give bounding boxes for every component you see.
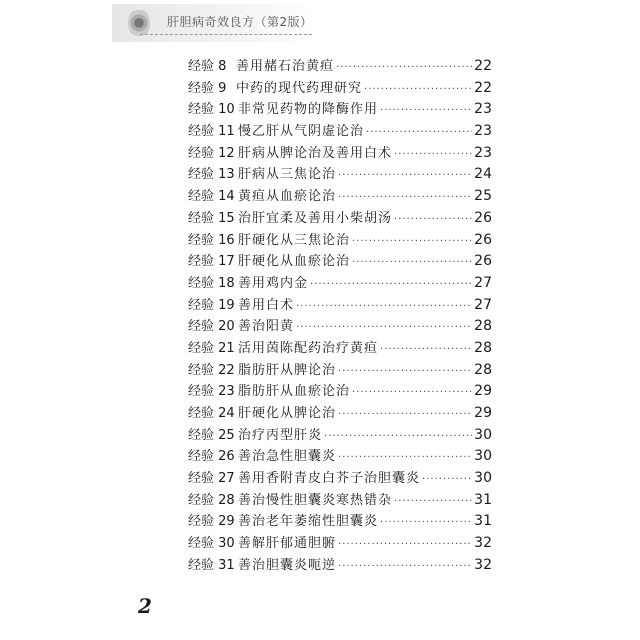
entry-label: 经验 15 <box>188 210 235 226</box>
leader-dots <box>366 122 472 144</box>
entry-label: 经验 16 <box>188 232 235 248</box>
toc-entry[interactable] <box>188 186 492 208</box>
entry-title: 肝病从三焦论治 <box>238 167 337 183</box>
toc-entry[interactable] <box>188 360 492 382</box>
entry-title: 慢乙肝从气阴虚论治 <box>238 124 365 140</box>
entry-page: 26 <box>474 209 492 226</box>
entry-label: 经验 8 <box>188 59 227 74</box>
entry-title: 善用白术 <box>238 297 295 313</box>
leader-dots <box>338 165 472 187</box>
entry-title: 脂肪肝从脾论治 <box>238 362 337 378</box>
toc-entry[interactable] <box>188 533 492 555</box>
entry-label: 经验 14 <box>188 189 235 205</box>
leader-dots <box>380 512 472 534</box>
entry-page: 32 <box>474 556 492 573</box>
entry-page: 28 <box>474 339 492 356</box>
page-number: 2 <box>138 594 152 618</box>
entry-page: 28 <box>474 318 492 335</box>
entry-page: 27 <box>474 296 492 313</box>
entry-label: 经验 17 <box>188 254 235 270</box>
toc-entry[interactable] <box>188 468 492 490</box>
toc-entry[interactable] <box>188 490 492 512</box>
toc-entry[interactable] <box>188 78 492 100</box>
leader-dots <box>422 469 472 491</box>
entry-page: 32 <box>474 535 492 552</box>
entry-title: 中药的现代药理研究 <box>236 80 363 96</box>
entry-page: 26 <box>474 231 492 248</box>
leader-dots <box>352 252 472 274</box>
leader-dots <box>324 426 472 448</box>
entry-title: 黄疸从血瘀论治 <box>238 189 337 205</box>
toc-entry[interactable] <box>188 446 492 468</box>
table-of-contents <box>188 56 492 577</box>
entry-label: 经验 12 <box>188 145 235 161</box>
leader-dots <box>338 404 472 426</box>
entry-page: 24 <box>474 166 492 183</box>
entry-title: 善用香附青皮白芥子治胆囊炎 <box>238 471 421 487</box>
leader-dots <box>338 534 472 556</box>
entry-title: 非常见药物的降酶作用 <box>238 102 379 118</box>
toc-entry[interactable] <box>188 381 492 403</box>
entry-label: 经验 30 <box>188 536 235 552</box>
entry-page: 27 <box>474 274 492 291</box>
entry-label: 经验 29 <box>188 514 235 530</box>
entry-page: 26 <box>474 253 492 270</box>
leader-dots <box>352 382 472 404</box>
entry-title: 善治急性胆囊炎 <box>238 449 337 465</box>
entry-label: 经验 19 <box>188 297 235 313</box>
entry-page: 31 <box>474 491 492 508</box>
entry-label: 经验 23 <box>188 384 235 400</box>
entry-page: 23 <box>474 144 492 161</box>
toc-entry[interactable] <box>188 230 492 252</box>
entry-page: 22 <box>474 79 492 96</box>
entry-title: 善治胆囊炎呃逆 <box>238 557 337 573</box>
entry-page: 30 <box>474 448 492 465</box>
leader-dots <box>296 296 472 318</box>
entry-label: 经验 13 <box>188 167 235 183</box>
entry-page: 28 <box>474 361 492 378</box>
toc-entry[interactable] <box>188 555 492 577</box>
entry-title: 善用赭石治黄疸 <box>236 59 335 74</box>
leader-dots <box>364 79 472 101</box>
entry-page: 25 <box>474 188 492 205</box>
leader-dots <box>310 274 472 296</box>
entry-label: 经验 31 <box>188 557 235 573</box>
toc-entry[interactable] <box>188 295 492 317</box>
entry-title: 善治阳黄 <box>238 319 295 335</box>
leader-dots <box>394 209 472 231</box>
entry-title: 善用鸡内金 <box>238 275 309 291</box>
entry-page: 30 <box>474 426 492 443</box>
entry-label: 经验 9 <box>188 80 227 96</box>
entry-page: 29 <box>474 383 492 400</box>
entry-title: 善治慢性胆囊炎寒热错杂 <box>238 492 393 508</box>
entry-label: 经验 20 <box>188 319 235 335</box>
toc-entry[interactable] <box>188 338 492 360</box>
leader-dots <box>338 187 472 209</box>
entry-title: 治疗丙型肝炎 <box>238 427 323 443</box>
toc-entry[interactable] <box>188 164 492 186</box>
entry-page: 22 <box>474 58 492 74</box>
entry-label: 经验 22 <box>188 362 235 378</box>
entry-title: 善解肝郁通胆腑 <box>238 536 337 552</box>
toc-entry[interactable] <box>188 208 492 230</box>
entry-label: 经验 25 <box>188 427 235 443</box>
leader-dots <box>338 556 472 578</box>
leader-dots <box>352 231 472 253</box>
leader-dots <box>380 100 472 122</box>
entry-title: 肝硬化从三焦论治 <box>238 232 351 248</box>
toc-entry[interactable] <box>188 316 492 338</box>
book-title: 肝胆病奇效良方（第2版） <box>167 15 313 29</box>
toc-entry[interactable] <box>188 143 492 165</box>
toc-entry[interactable] <box>188 273 492 295</box>
entry-label: 经验 18 <box>188 275 235 291</box>
leader-dots <box>338 447 472 469</box>
toc-entry[interactable] <box>188 403 492 425</box>
leader-dots <box>338 361 472 383</box>
leader-dots <box>336 57 472 79</box>
entry-label: 经验 21 <box>188 340 235 356</box>
entry-title: 肝硬化从脾论治 <box>238 406 337 421</box>
header-divider <box>140 34 312 35</box>
entry-page: 29 <box>474 405 492 421</box>
leader-dots <box>380 339 472 361</box>
entry-title: 肝病从脾论治及善用白术 <box>238 145 393 161</box>
entry-label: 经验 24 <box>188 406 235 421</box>
entry-label: 经验 10 <box>188 102 235 118</box>
toc-entry[interactable] <box>188 56 492 78</box>
entry-title: 脂肪肝从血瘀论治 <box>238 384 351 400</box>
entry-page: 23 <box>474 101 492 118</box>
entry-title: 善治老年萎缩性胆囊炎 <box>238 514 379 530</box>
entry-label: 经验 11 <box>188 124 235 140</box>
entry-page: 23 <box>474 123 492 140</box>
leader-dots <box>394 144 472 166</box>
entry-page: 31 <box>474 513 492 530</box>
toc-entry[interactable] <box>188 425 492 447</box>
entry-title: 治肝宜柔及善用小柴胡汤 <box>238 210 393 226</box>
toc-entry[interactable] <box>188 121 492 143</box>
toc-entry[interactable] <box>188 251 492 273</box>
entry-title: 活用茵陈配药治疗黄疸 <box>238 340 379 356</box>
leader-dots <box>296 317 472 339</box>
toc-entry[interactable] <box>188 511 492 533</box>
toc-entry[interactable] <box>188 99 492 121</box>
entry-label: 经验 27 <box>188 471 235 487</box>
entry-title: 肝硬化从血瘀论治 <box>238 254 351 270</box>
entry-page: 30 <box>474 470 492 487</box>
entry-label: 经验 26 <box>188 449 235 465</box>
leader-dots <box>394 491 472 513</box>
entry-label: 经验 28 <box>188 492 235 508</box>
